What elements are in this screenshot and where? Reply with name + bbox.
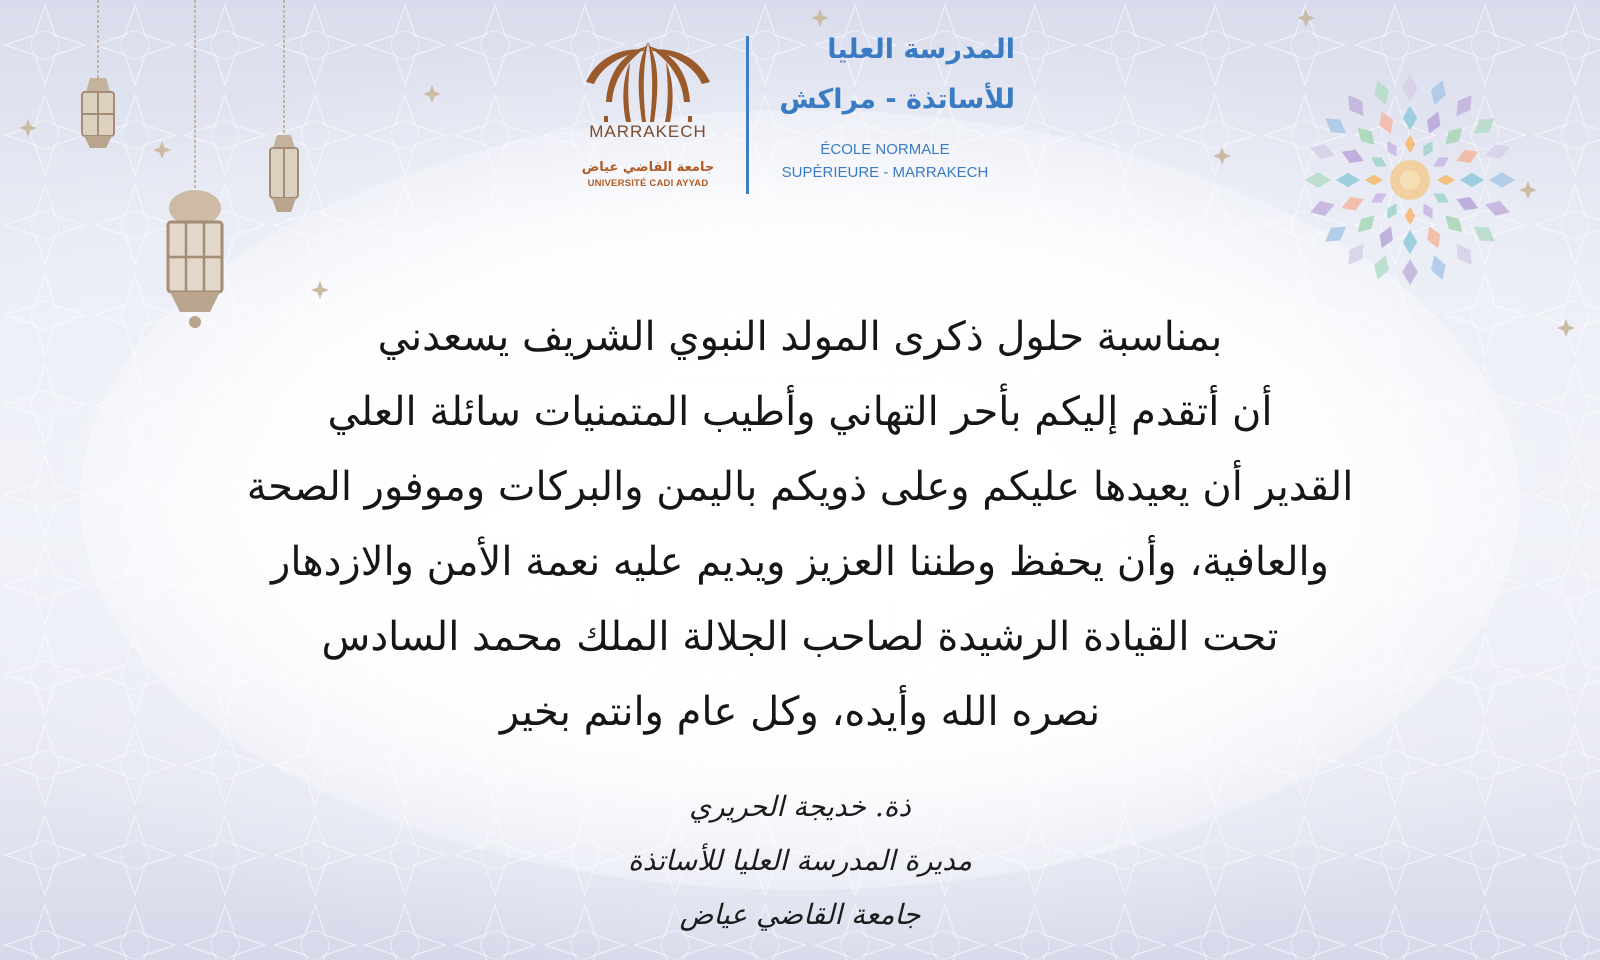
rosette-petal — [1320, 220, 1350, 248]
rosette-petal — [1422, 223, 1444, 251]
rosette-petal — [1370, 78, 1393, 108]
rosette-petal — [1469, 220, 1499, 248]
logo-university-french: UNIVERSITÉ CADI AYYAD — [587, 178, 709, 189]
rosette-petal — [1469, 112, 1499, 140]
signature-block — [500, 780, 1100, 942]
message-line: أن أتقدم إليكم بأحر التهاني وأطيب المتمنيات سائلة العلي — [327, 389, 1273, 435]
rosette-petal — [1402, 259, 1418, 285]
rosette-petal — [1305, 172, 1331, 188]
mosaic-rosette-icon — [1290, 70, 1530, 290]
rosette-petal — [1427, 253, 1450, 283]
rosette-petal — [1453, 145, 1481, 167]
rosette-petal — [1483, 140, 1513, 163]
school-name-arabic-line2: للأساتذة - مراكش — [779, 84, 1015, 115]
message-line: القدير أن يعيدها عليكم وعلى ذويكم باليمن والبركات وموفور الصحة — [246, 464, 1354, 510]
rosette-petal — [1308, 140, 1338, 163]
message-line: نصره الله وأيده، وكل عام وانتم بخير — [499, 689, 1101, 735]
rosette-petal — [1368, 189, 1389, 207]
message-line: والعافية، وأن يحفظ وطننا العزيز ويديم عليه نعمة الأمن والازدهار — [271, 539, 1329, 585]
rosette-petal — [1427, 78, 1450, 108]
star-icon — [1213, 147, 1231, 165]
rosette-petal — [1353, 123, 1380, 150]
rosette-petal — [1383, 201, 1401, 222]
rosette-petal — [1422, 109, 1444, 137]
rosette-petal — [1440, 210, 1467, 237]
university-logo — [578, 32, 718, 202]
rosette-petal — [1453, 192, 1481, 214]
rosette-petal — [1339, 192, 1367, 214]
message-line: بمناسبة حلول ذكرى المولد النبوي الشريف يسعدني — [377, 314, 1223, 360]
rosette-petal — [1483, 197, 1513, 220]
logo-city-text: MARRAKECH — [589, 122, 707, 141]
rosette-petal — [1403, 230, 1417, 254]
rosette-petal — [1405, 207, 1416, 225]
rosette-petal — [1489, 172, 1515, 188]
rosette-petal — [1403, 106, 1417, 130]
rosette-petal — [1308, 197, 1338, 220]
signatory-title: مديرة المدرسة العليا للأساتذة — [628, 844, 972, 877]
rosette-petal — [1336, 173, 1360, 187]
rosette-petal — [1419, 201, 1437, 222]
rosette-petal — [1368, 153, 1389, 171]
rosette-petal — [1405, 135, 1416, 153]
rosette-petal — [1365, 175, 1383, 186]
rosette-petal — [1419, 138, 1437, 159]
greeting-message — [150, 300, 1450, 750]
school-name-arabic-line1: المدرسة العليا — [827, 34, 1015, 65]
signatory-name: ذة. خديجة الحريري — [689, 790, 911, 823]
star-icon — [811, 9, 829, 27]
rosette-petal — [1431, 153, 1452, 171]
message-line: تحت القيادة الرشيدة لصاحب الجلالة الملك محمد السادس — [321, 614, 1279, 660]
logo-divider — [746, 36, 749, 194]
rosette-petal — [1440, 123, 1467, 150]
rosette-petal — [1460, 173, 1484, 187]
rosette-petal — [1342, 90, 1370, 120]
rosette-petal — [1402, 75, 1418, 101]
rosette-petal — [1375, 109, 1397, 137]
rosette-petal — [1383, 138, 1401, 159]
school-name-french-line2: SUPÉRIEURE - MARRAKECH — [781, 164, 989, 181]
rosette-petal — [1375, 223, 1397, 251]
signatory-institution: جامعة القاضي عياض — [679, 898, 921, 931]
rosette-petal — [1450, 90, 1478, 120]
star-icon — [311, 281, 329, 299]
star-icon — [423, 85, 441, 103]
rosette-petal — [1339, 145, 1367, 167]
rosette-petal — [1437, 175, 1455, 186]
rosette-petal — [1450, 239, 1478, 269]
star-icon — [1297, 9, 1315, 27]
star-icon — [153, 141, 171, 159]
star-icon — [1557, 319, 1575, 337]
school-name-french-line1: ÉCOLE NORMALE — [820, 141, 950, 158]
rosette-petal — [1342, 239, 1370, 269]
rosette-petal — [1353, 210, 1380, 237]
logo-university-arabic: جامعة القاضي عياض — [581, 160, 715, 175]
rosette-petal — [1431, 189, 1452, 207]
rosette-petal — [1370, 253, 1393, 283]
star-icon — [19, 119, 37, 137]
rosette-petal — [1320, 112, 1350, 140]
